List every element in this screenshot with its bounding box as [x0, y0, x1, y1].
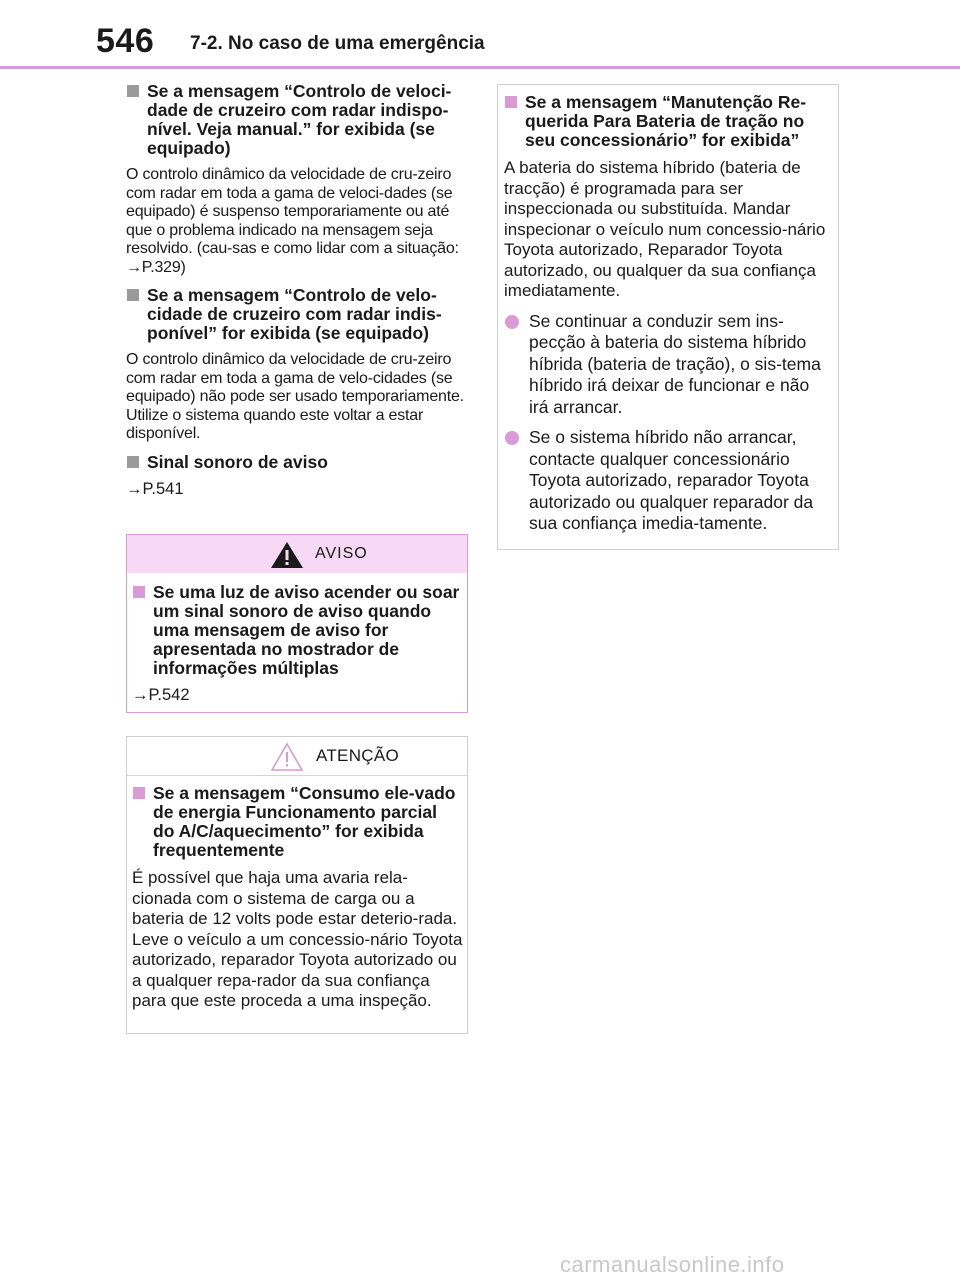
paragraph: A bateria do sistema híbrido (bateria de tracção) é programada para ser inspeccionada ou substituída. Mandar inspecionar o veículo num concessio-nário Toyota autorizado, Reparador Toyota autorizado, ou qualquer da sua confiança imediatamente. — [504, 158, 826, 300]
square-bullet-icon — [133, 787, 145, 799]
warning-box-title: AVISO — [315, 545, 368, 562]
heading-text: Se uma luz de aviso acender ou soar um sinal sonoro de aviso quando uma mensagem de aviso for apresentada no mostrador de informações múltiplas — [153, 582, 460, 678]
page-reference: →P.541 — [126, 479, 184, 498]
caution-triangle-icon — [270, 742, 304, 772]
warning-box-header — [127, 535, 467, 573]
caution-box-header — [127, 737, 467, 776]
section-heading — [132, 583, 463, 678]
square-bullet-icon — [127, 289, 139, 301]
circle-bullet-icon — [505, 315, 519, 329]
heading-text: Se a mensagem “Manutenção Re-querida Para Bateria de tração no seu concessionário” for exibida” — [525, 92, 807, 150]
circle-bullet-icon — [505, 431, 519, 445]
section-heading — [126, 286, 468, 343]
heading-text: Se a mensagem “Controlo de veloci-dade de cruzeiro com radar indispo-nível. Veja manual.” for exibida (se equipado) — [147, 81, 452, 158]
warning-box-body — [127, 573, 467, 705]
caution-box-title: ATENÇÃO — [316, 746, 400, 765]
section-title: 7-2. No caso de uma emergência — [190, 33, 485, 54]
page-number: 546 — [96, 22, 155, 60]
page-header — [0, 0, 960, 70]
watermark: carmanualsonline.info — [560, 1252, 785, 1277]
square-bullet-icon — [127, 85, 139, 97]
list-item — [504, 311, 832, 419]
paragraph: O controlo dinâmico da velocidade de cru-zeiro com radar em toda a gama de veloci-dades (se equipado) é suspenso temporariamente ou até que o problema indicado na mensagem seja resolvido. (cau-sas e como lidar com a situação: →P.329) — [126, 166, 459, 276]
left-column — [126, 82, 468, 505]
warning-triangle-icon — [270, 541, 304, 569]
page-reference: →P.542 — [132, 686, 190, 704]
paragraph: O controlo dinâmico da velocidade de cru-zeiro com radar em toda a gama de velo-cidades (se equipado) não pode ser usado temporariamente. Utilize o sistema quando este voltar a estar disponível. — [126, 351, 464, 442]
section-heading — [126, 82, 468, 158]
list-item-text: Se o sistema híbrido não arrancar, contacte qualquer concessionário Toyota autorizado, reparador Toyota autorizado ou qualquer reparador da sua confiança imedia-tamente. — [529, 427, 814, 533]
heading-text: Se a mensagem “Controlo de velo-cidade de cruzeiro com radar indis-ponível” for exibida (se equipado) — [147, 285, 442, 343]
heading-text: Se a mensagem “Consumo ele-vado de energia Funcionamento parcial do A/C/aquecimento” for exibida frequentemente — [153, 783, 456, 860]
header-rule — [0, 66, 960, 69]
caution-box — [126, 736, 468, 1034]
warning-box — [126, 534, 468, 713]
maintenance-box-body — [498, 85, 838, 535]
section-heading — [504, 93, 832, 150]
square-bullet-icon — [505, 96, 517, 108]
section-heading — [132, 784, 463, 860]
caution-box-body — [127, 776, 467, 1012]
heading-text: Sinal sonoro de aviso — [147, 451, 328, 472]
paragraph: É possível que haja uma avaria rela-cionada com o sistema de carga ou a bateria de 12 volts pode estar deterio-rada. Leve o veículo a um concessio-nário Toyota autorizado, reparador Toyota autorizado ou a qualquer repa-rador da sua confiança para que este proceda a uma inspeção. — [132, 868, 463, 1010]
square-bullet-icon — [133, 586, 145, 598]
list-item-text: Se continuar a conduzir sem ins-pecção à bateria do sistema híbrido híbrida (bateria de tração), o sis-tema híbrido irá deixar de funcionar e não irá arrancar. — [529, 310, 821, 417]
list-item — [504, 427, 832, 535]
maintenance-box — [497, 84, 839, 550]
square-bullet-icon — [127, 456, 139, 468]
section-heading — [126, 453, 468, 472]
